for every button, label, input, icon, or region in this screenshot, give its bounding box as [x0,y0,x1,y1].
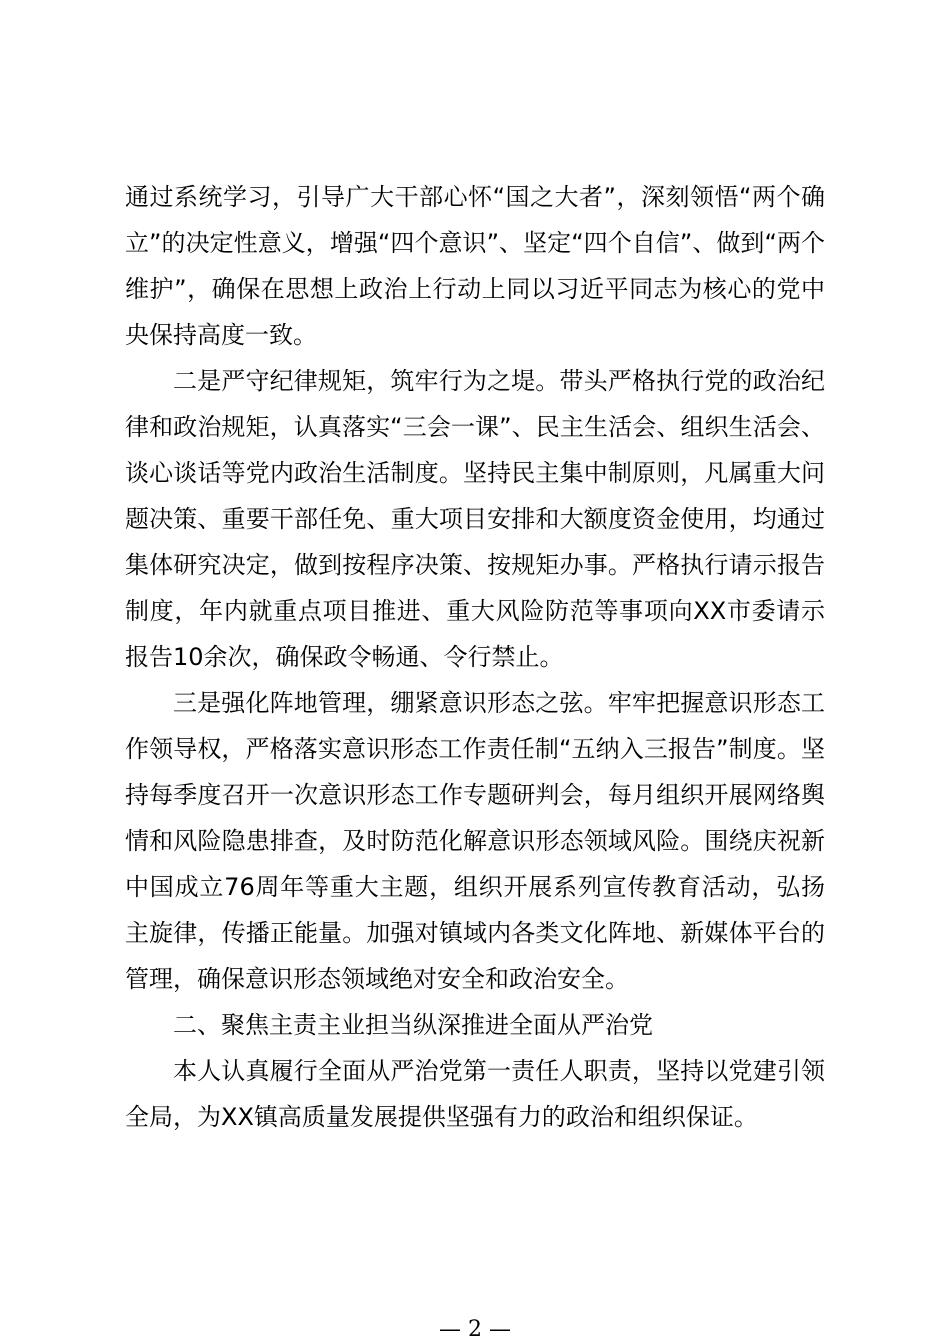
document-body [125,174,825,1140]
paragraph-discipline: 二是严守纪律规矩，筑牢行为之堤。带头严格执行党的政治纪律和政治规矩，认真落实“三会一课”、民主生活会、组织生活会、谈心谈话等党内政治生活制度。坚持民主集中制原则，凡属重大问题决策、重要干部任免、重大项目安排和大额度资金使用，均通过集体研究决定，做到按程序决策、按规矩办事。严格执行请示报告制度，年内就重点项目推进、重大风险防范等事项向XX市委请示报告10余次，确保政令畅通、令行禁止。 [125,367,825,671]
paragraph-ideology: 三是强化阵地管理，绷紧意识形态之弦。牢牢把握意识形态工作领导权，严格落实意识形态工作责任制“五纳入三报告”制度。坚持每季度召开一次意识形态工作专题研判会，每月组织开展网络舆情和风险隐患排查，及时防范化解意识形态领域风险。围绕庆祝新中国成立76周年等重大主题，组织开展系列宣传教育活动，弘扬主旋律，传播正能量。加强对镇域内各类文化阵地、新媒体平台的管理，确保意识形态领域绝对安全和政治安全。 [125,689,825,993]
paragraph-responsibility: 本人认真履行全面从严治党第一责任人职责，坚持以党建引领全局，为XX镇高质量发展提供坚强有力的政治和组织保证。 [125,1057,825,1131]
page-number: — 2 — [439,1317,511,1342]
section-heading: 二、聚焦主责主业担当纵深推进全面从严治党 [173,1011,653,1039]
paragraph-continuation: 通过系统学习，引导广大干部心怀“国之大者”，深刻领悟“两个确立”的决定性意义，增强“四个意识”、坚定“四个自信”、做到“两个维护”，确保在思想上政治上行动上同以习近平同志为核心的党中央保持高度一致。 [125,183,825,349]
